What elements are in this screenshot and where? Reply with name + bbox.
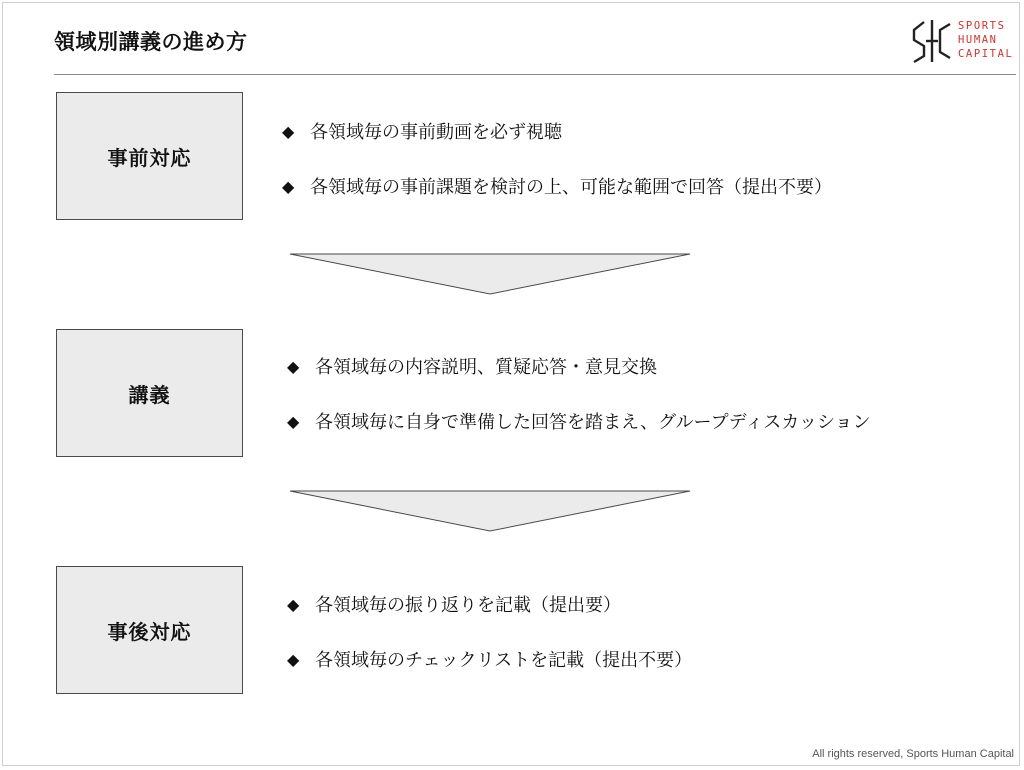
page-title: 領域別講義の進め方 <box>54 30 248 54</box>
diamond-bullet-icon: ◆ <box>282 121 295 141</box>
list-item <box>287 646 692 672</box>
title-divider <box>54 74 1016 75</box>
list-item <box>287 591 692 617</box>
logo-wordmark <box>958 19 1018 61</box>
list-item-text: 各領域毎に自身で準備した回答を踏まえ、グループディスカッション <box>315 412 871 433</box>
copyright-footer: All rights reserved, Sports Human Capital <box>812 748 1014 760</box>
logo-line-capital: CAPITAL <box>958 48 1014 60</box>
list-item <box>282 173 832 199</box>
logo-line-sports: SPORTS <box>958 20 1006 32</box>
step-box-pre: 事前対応 <box>56 92 243 220</box>
down-arrow-icon <box>288 489 692 533</box>
list-item <box>287 408 871 434</box>
diamond-bullet-icon: ◆ <box>287 356 300 376</box>
diamond-bullet-icon: ◆ <box>287 411 300 431</box>
list-item-text: 各領域毎の振り返りを記載（提出要） <box>315 595 621 616</box>
list-item-text: 各領域毎の内容説明、質疑応答・意見交換 <box>315 357 657 378</box>
list-item <box>287 353 871 379</box>
step-box-post: 事後対応 <box>56 566 243 694</box>
list-item-text: 各領域毎のチェックリストを記載（提出不要） <box>315 650 693 671</box>
diamond-bullet-icon: ◆ <box>282 176 295 196</box>
brand-logo <box>910 16 1020 66</box>
step-list-lecture <box>287 353 871 434</box>
step-list-post <box>287 591 692 672</box>
shc-logo-icon <box>910 18 954 64</box>
list-item-text: 各領域毎の事前動画を必ず視聴 <box>310 122 562 143</box>
step-list-pre <box>282 118 832 199</box>
logo-line-human: HUMAN <box>958 34 998 46</box>
diamond-bullet-icon: ◆ <box>287 649 300 669</box>
diamond-bullet-icon: ◆ <box>287 594 300 614</box>
down-arrow-icon <box>288 252 692 296</box>
list-item-text: 各領域毎の事前課題を検討の上、可能な範囲で回答（提出不要） <box>310 177 832 198</box>
step-box-lecture: 講義 <box>56 329 243 457</box>
list-item <box>282 118 832 144</box>
